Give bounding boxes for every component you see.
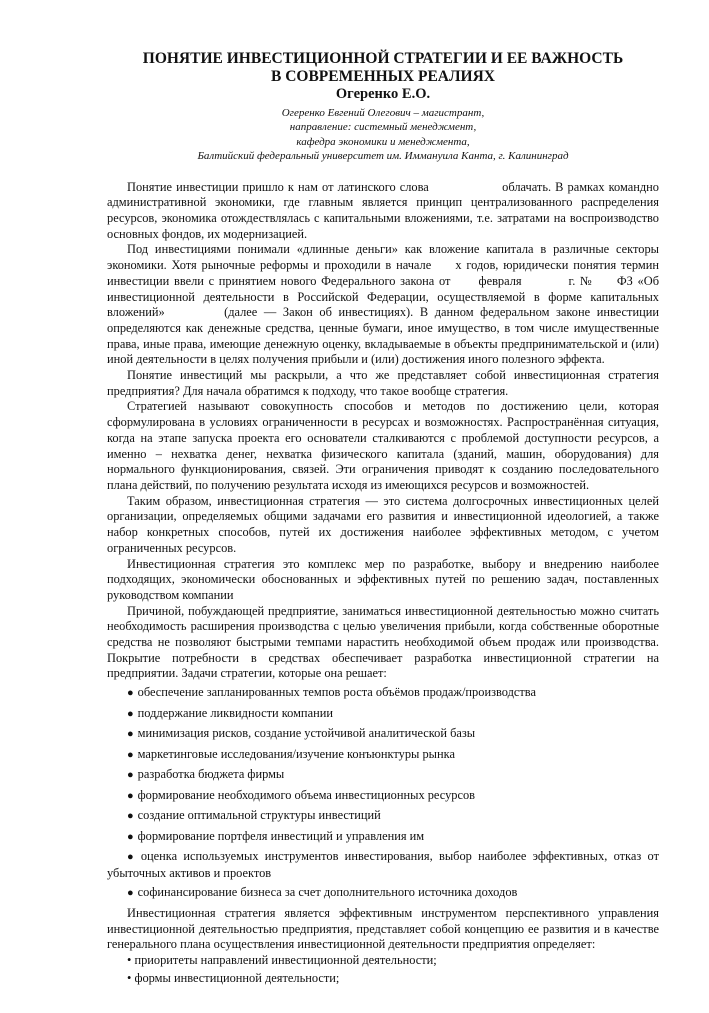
paragraph: Инвестиционная стратегия является эффективным инструментом перспективного управления инвестиционной деятельностью предприятия, представляет собой концепцию ее развития и в качестве генерального плана осуществления инвестиционной деятельности предприятия определяет: bbox=[107, 905, 659, 952]
bullet-icon: ● bbox=[127, 748, 134, 761]
list-item: • формы инвестиционной деятельности; bbox=[127, 970, 340, 985]
paragraph: Под инвестициями понимали «длинные деньги» как вложение капитала в различные секторы экономики. Хотя рыночные реформы и проходили в начале х годов, юридически понятия термин инвестиции ввели с принятием нового Федерального закона от февраля г. № ФЗ «Об инвестиционной деятельности в Российской Федерации, осуществляемой в форме капитальных вложений» (далее — Закон об инвестициях). В данном федеральном законе инвестиции определяются как денежные средства, ценные бумаги, иное имущество, в том числе имущественные права, иные права, имеющие денежную оценку, вкладываемые в объекты предпринимательской и (или) иной деятельности в целях получения прибыли и (или) достижения иного полезного эффекта. bbox=[107, 242, 663, 367]
article-page bbox=[107, 50, 675, 988]
paragraph: Таким образом, инвестиционная стратегия — это система долгосрочных инвестиционных целей организации, определяемых общими задачами его развития и инвестиционной идеологией, а также набор конкретных способов, путей их достижения наиболее эффективных методом, с учетом ограниченных ресурсов. bbox=[107, 493, 659, 555]
affiliation-block bbox=[107, 106, 659, 164]
paragraph: Понятие инвестиций мы раскрыли, а что же представляет собой инвестиционная стратегия предприятия? Для начала обратимся к подходу, что такое вообще стратегия. bbox=[107, 368, 659, 398]
bullet-icon: ● bbox=[127, 830, 134, 843]
bullet-icon: • bbox=[127, 970, 132, 985]
bullet-icon: ● bbox=[127, 789, 134, 802]
bullet-icon: ● bbox=[127, 687, 134, 700]
bullet-icon: ● bbox=[127, 728, 134, 741]
list-item: ● поддержание ликвидности компании bbox=[127, 705, 333, 720]
author-name: Огеренко Е.О. bbox=[335, 86, 431, 102]
affiliation-line: направление: системный менеджмент, bbox=[289, 121, 477, 134]
bullet-icon: ● bbox=[127, 810, 134, 823]
bullet-icon: ● bbox=[127, 887, 134, 900]
list-item: ● формирование портфеля инвестиций и управления им bbox=[127, 828, 425, 843]
list-item: ● разработка бюджета фирмы bbox=[127, 767, 285, 782]
bullet-icon: ● bbox=[127, 707, 134, 720]
affiliation-line: Балтийский федеральный университет им. Иммануила Канта, г. Калининград bbox=[197, 150, 569, 163]
list-item: ● обеспечение запланированных темпов роста объёмов продаж/производства bbox=[127, 685, 536, 700]
article-title-line-2: В СОВРЕМЕННЫХ РЕАЛИЯХ bbox=[271, 68, 495, 85]
strategy-determines-list bbox=[107, 953, 659, 986]
strategy-tasks-list bbox=[107, 685, 659, 902]
list-item: ● создание оптимальной структуры инвестиций bbox=[127, 808, 381, 823]
list-item: ● маркетинговые исследования/изучение конъюнктуры рынка bbox=[127, 746, 455, 761]
affiliation-line: Огеренко Евгений Олегович – магистрант, bbox=[281, 107, 485, 119]
list-item: ● минимизация рисков, создание устойчивой аналитической базы bbox=[127, 726, 476, 741]
article-title-line-1: ПОНЯТИЕ ИНВЕСТИЦИОННОЙ СТРАТЕГИИ И ЕЕ ВАЖНОСТЬ bbox=[142, 50, 624, 67]
paragraph: Причиной, побуждающей предприятие, заниматься инвестиционной деятельностью можно считать необходимость расширения производства с целью увеличения прибыли, когда собственные оборотные средства не позволяют быстрыми темпами нарастить необходимой объем продаж или производства. Покрытие потребности в средствах обеспечивает разработка инвестиционной стратегии на предприятии. Задачи стратегии, которые она решает: bbox=[107, 603, 675, 681]
list-item: ● формирование необходимого объема инвестиционных ресурсов bbox=[127, 787, 476, 802]
list-item: • приоритеты направлений инвестиционной деятельности; bbox=[127, 952, 437, 967]
article-body bbox=[107, 179, 675, 987]
bullet-icon: • bbox=[127, 952, 132, 967]
affiliation-line: кафедра экономики и менеджмента, bbox=[296, 135, 470, 148]
bullet-icon: ● bbox=[127, 769, 134, 782]
paragraph: Стратегией называют совокупность способов и методов по достижению цели, которая сформулирована в условиях ограниченности в ресурсах и возможностях. Распространённая ситуация, когда на этапе запуска проекта его основатели сталкиваются с проблемой доступности ресурсов, а именно – нехватка денег, нехватка физического капитала (зданий, машин, оборудования) для нормального функционирования, связей. Эти ограничения приводят к созданию последовательного плана действий, по получению результата исходя из имеющихся ресурсов и возможностей. bbox=[107, 399, 659, 492]
list-item: ● софинансирование бизнеса за счет дополнительного источника доходов bbox=[127, 885, 518, 900]
paragraph: Понятие инвестиции пришло к нам от латинского слова облачать. В рамках командно административной экономики, где главным является принцип централизованного распределения ресурсов, экономика отождествлялась с капитальными вложениями, т.е. затратами на воспроизводство основных фондов, их модернизацией. bbox=[107, 179, 663, 241]
list-item: ● оценка используемых инструментов инвестирования, выбор наиболее эффективных, отказ от убыточных активов и проектов bbox=[107, 849, 659, 880]
paragraph: Инвестиционная стратегия это комплекс мер по разработке, выбору и внедрению наиболее подходящих, экономически обоснованных и эффективных путей по решению задач, поставленных руководством компании bbox=[107, 556, 659, 602]
bullet-icon: ● bbox=[127, 851, 137, 864]
